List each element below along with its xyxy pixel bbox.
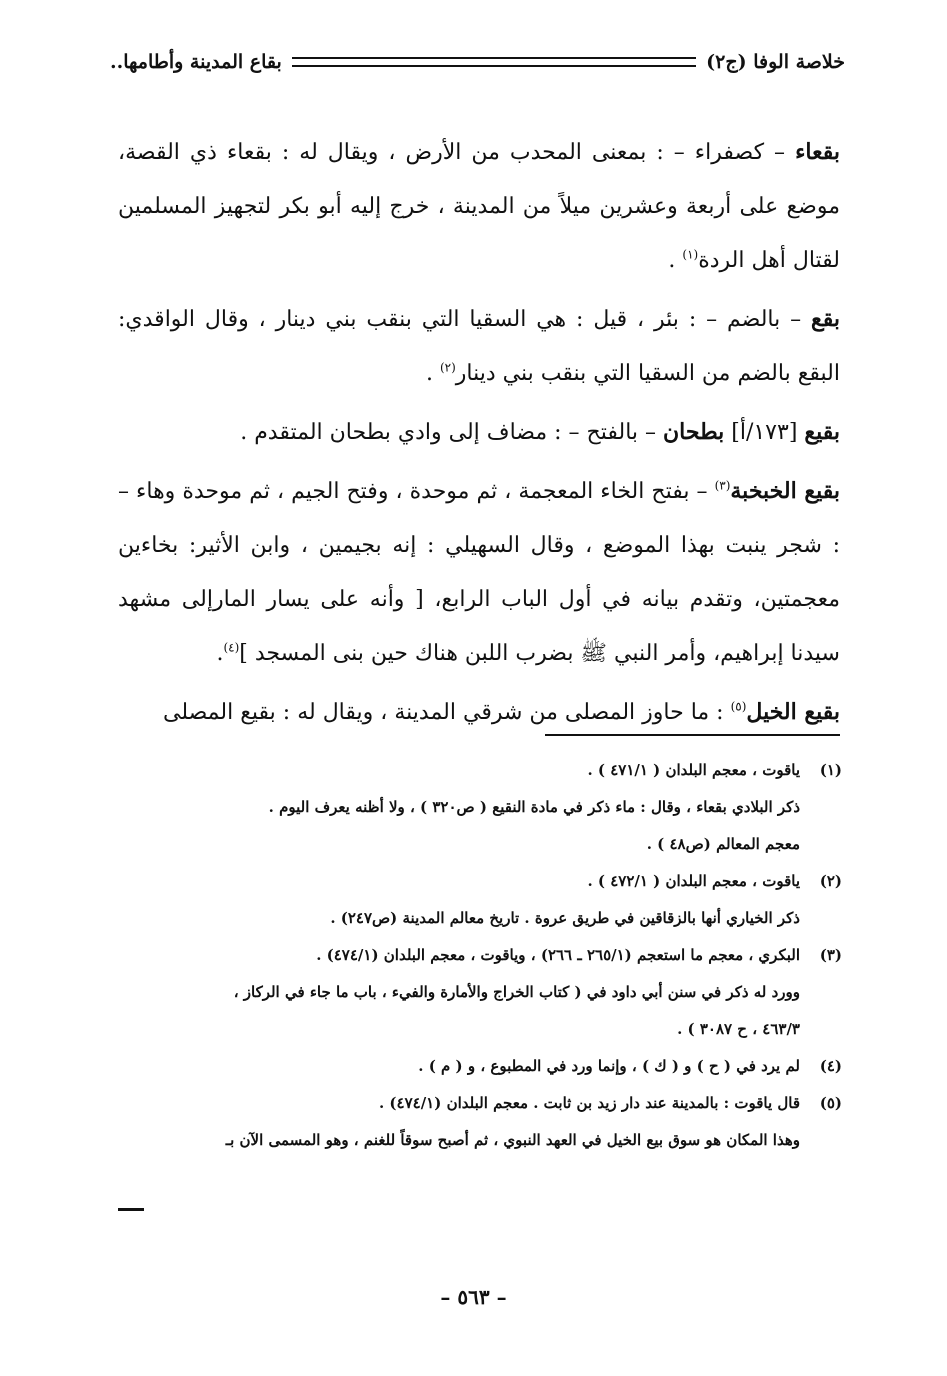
footnote-line: لم يرد في ( ح ) و ( ك ) ، وإنما ورد في المطبوع ، و ( م ) .: [418, 1057, 800, 1075]
footnote: [112, 1048, 842, 1085]
footnote-marker: (١): [682, 247, 699, 262]
footnote-line: معجم المعالم (ص٤٨ ) .: [646, 835, 800, 853]
footnote-line: البكري ، معجم ما استعجم (٢٦٥/١ ـ ٢٦٦) ، وياقوت ، معجم البلدان (٤٧٤/١) .: [316, 946, 800, 964]
footnote-number: (٤): [819, 1057, 842, 1075]
book-title: خلاصة الوفا (ج٢): [706, 51, 845, 73]
footnote-marker: (٥): [730, 699, 747, 714]
footnote-line: وهذا المكان هو سوق بيع الخيل في العهد النبوي ، ثم أصبح سوقاً للغنم ، وهو المسمى الآن بـ: [225, 1131, 800, 1149]
entry-paragraph: [118, 685, 840, 740]
entry-paragraph: [118, 125, 840, 288]
running-header: [110, 42, 845, 82]
footnote-line: ياقوت ، معجم البلدان ( ٤٧١/١ ) .: [587, 761, 800, 779]
entry-text-end: .: [668, 248, 683, 273]
footnote: [112, 863, 842, 900]
entry-heading: بقيع: [804, 419, 840, 445]
footnote-separator: [545, 734, 840, 736]
footnote-continuation-mark: [118, 1208, 144, 1211]
entry-heading: بقيع الخبخبة: [730, 478, 840, 504]
entry-heading: بقع: [811, 306, 840, 332]
entry-paragraph: [118, 405, 840, 460]
footnote-number: (٥): [819, 1094, 842, 1112]
footnote-line: قال ياقوت : بالمدينة عند دار زيد بن ثابت . معجم البلدان (٤٧٤/١) .: [378, 1094, 800, 1112]
footnote-marker: (٤): [223, 640, 240, 655]
page-number: – ٥٦٣ –: [440, 1285, 507, 1309]
folio-reference: [١٧٣/أ]: [724, 420, 805, 445]
entry-text: – بفتح الخاء المعجمة ، ثم موحدة ، وفتح الجيم ، ثم موحدة وهاء – : شجر ينبت بهذا الموضع ، وقال السهيلي : إنه بجيمين ، وابن الأثير: بخاءين معجمتين، وتقدم بيانه في أول الباب الرابع، [ وأنه على يسار المارإلى مشهد سيدنا إبراهيم، وأمر النبي ﷺ بضرب اللبن هناك حين بنى المسجد ]: [118, 479, 840, 666]
chapter-title: بقاع المدينة وأطامها..: [110, 51, 282, 73]
footnote-number: (١): [819, 761, 842, 779]
entry-paragraph: [118, 292, 840, 401]
footnote-line: وورد له ذكر في سنن أبي داود في ( كتاب الخراج والأمارة والفيء ، باب ما جاء في الركاز ،: [233, 983, 800, 1001]
footnote-marker: (٢): [439, 360, 456, 375]
header-rule: [292, 57, 696, 67]
footnote: [112, 1085, 842, 1122]
footnote: [112, 752, 842, 789]
entry-heading: بقعاء: [795, 139, 840, 165]
footnote-number: (٢): [819, 872, 842, 890]
footnote-marker: (٣): [714, 478, 731, 493]
entry-paragraph: [118, 464, 840, 681]
entry-text: – بالضم – : بئر ، قيل : هي السقيا التي بنقب بني دينار ، وقال الواقدي: البقع بالضم من السقيا التي بنقب بني دينار: [118, 307, 840, 386]
footnotes: [112, 752, 842, 1159]
footnote: [112, 937, 842, 974]
footnote-line: ذكر الخياري أنها بالزقاقين في طريق عروة . تاريخ معالم المدينة (ص٢٤٧) .: [330, 909, 800, 927]
entry-heading-2: بطحان: [663, 419, 725, 445]
entry-heading: بقيع الخيل: [746, 699, 840, 725]
footnote-line: ٤٦٣/٣ ، ح ٣٠٨٧ ) .: [677, 1020, 800, 1038]
entry-text-end: .: [425, 361, 440, 386]
entry-text-end: .: [216, 641, 224, 666]
entry-text: : ما حاوز المصلى من شرقي المدينة ، ويقال له : بقيع المصلى: [162, 700, 731, 725]
footnote-number: (٣): [819, 946, 842, 964]
entry-text: – بالفتح – : مضاف إلى وادي بطحان المتقدم .: [240, 420, 664, 445]
footnote-line: ياقوت ، معجم البلدان ( ٤٧٢/١ ) .: [587, 872, 800, 890]
entry-text: – كصفراء – : بمعنى المحدب من الأرض ، ويقال له : بقعاء ذي القصة، موضع على أربعة وعشرين ميلاً من المدينة ، خرج إليه أبو بكر لتجهيز المسلمين لقتال أهل الردة: [118, 140, 840, 273]
main-text: [118, 125, 840, 744]
footnote-line: ذكر البلادي بقعاء ، وقال : ماء ذكر في مادة النقيع ( ص٣٢٠ ) ، ولا أظنه يعرف اليوم .: [268, 798, 800, 816]
